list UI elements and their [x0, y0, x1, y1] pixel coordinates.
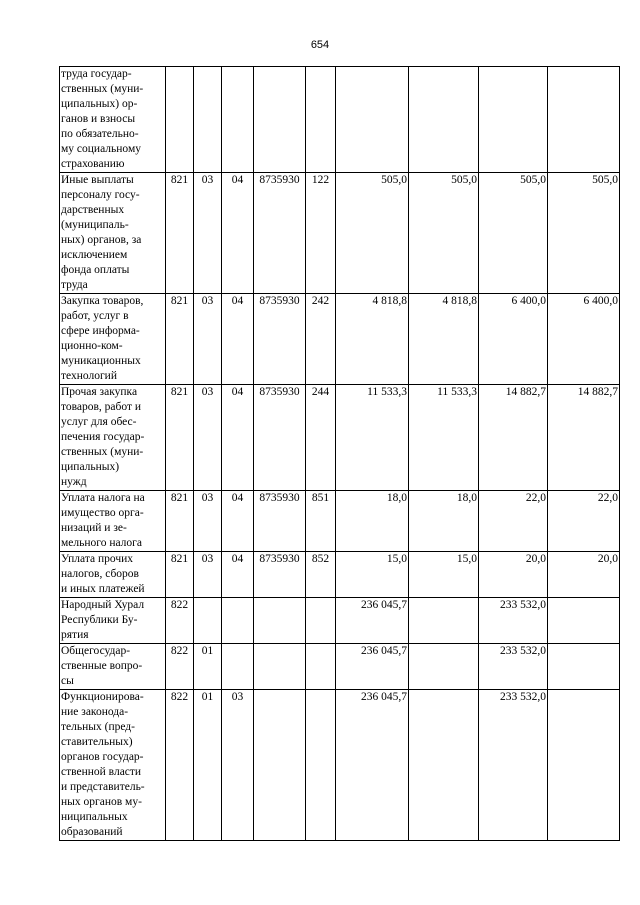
- cell-amount-3: [479, 67, 548, 173]
- cell-amount-3: 233 532,0: [479, 598, 548, 644]
- cell-expense-type: [306, 67, 336, 173]
- cell-podrazdel: 04: [222, 491, 254, 552]
- table-row: [60, 644, 620, 690]
- name-line: ственные вопро-: [61, 660, 143, 672]
- cell-expense-type: 122: [306, 173, 336, 294]
- name-line: и иных платежей: [61, 583, 145, 595]
- name-line: технологий: [61, 370, 117, 382]
- cell-amount-3: 20,0: [479, 552, 548, 598]
- cell-podrazdel: 04: [222, 385, 254, 491]
- name-line: (муниципаль-: [61, 219, 129, 231]
- name-line: печения государ-: [61, 431, 145, 443]
- name-line: Закупка товаров,: [61, 295, 144, 307]
- cell-amount-4: 20,0: [548, 552, 620, 598]
- name-line: ципальных): [61, 461, 120, 473]
- name-line: по обязательно-: [61, 128, 139, 140]
- table-row: [60, 491, 620, 552]
- cell-target-article: [254, 67, 306, 173]
- cell-expense-type: [306, 644, 336, 690]
- cell-amount-2: 505,0: [409, 173, 479, 294]
- cell-expense-type: 242: [306, 294, 336, 385]
- cell-name: [60, 294, 166, 385]
- cell-amount-3: 22,0: [479, 491, 548, 552]
- name-line: и представитель-: [61, 781, 145, 793]
- table-body: [60, 67, 620, 841]
- name-line: ственных (муни-: [61, 446, 144, 458]
- cell-name: [60, 690, 166, 841]
- cell-podrazdel: 04: [222, 173, 254, 294]
- cell-amount-2: [409, 598, 479, 644]
- name-line: Иные выплаты: [61, 174, 134, 186]
- name-line: товаров, работ и: [61, 401, 142, 413]
- cell-ved: 821: [166, 552, 194, 598]
- cell-razdel: [194, 67, 222, 173]
- name-line: персоналу госу-: [61, 189, 140, 201]
- budget-table: [59, 66, 620, 841]
- name-line: му социальному: [61, 143, 141, 155]
- name-line: ганов и взносы: [61, 113, 136, 125]
- cell-razdel: 03: [194, 173, 222, 294]
- name-line: ционно-ком-: [61, 340, 123, 352]
- cell-amount-4: [548, 598, 620, 644]
- cell-expense-type: 852: [306, 552, 336, 598]
- cell-amount-4: 505,0: [548, 173, 620, 294]
- cell-amount-4: [548, 690, 620, 841]
- cell-razdel: 03: [194, 294, 222, 385]
- cell-expense-type: 851: [306, 491, 336, 552]
- cell-amount-1: 505,0: [336, 173, 409, 294]
- cell-podrazdel: 04: [222, 552, 254, 598]
- name-line: образований: [61, 826, 123, 838]
- name-line: имущество орга-: [61, 507, 144, 519]
- cell-amount-3: 505,0: [479, 173, 548, 294]
- cell-name: [60, 598, 166, 644]
- cell-amount-1: 236 045,7: [336, 690, 409, 841]
- cell-target-article: 8735930: [254, 385, 306, 491]
- name-line: услуг для обес-: [61, 416, 137, 428]
- cell-amount-4: [548, 67, 620, 173]
- cell-name: [60, 644, 166, 690]
- name-line: фонда оплаты: [61, 264, 130, 276]
- name-line: низаций и зе-: [61, 522, 127, 534]
- cell-amount-2: [409, 67, 479, 173]
- name-line: Уплата налога на: [61, 492, 145, 504]
- cell-target-article: [254, 644, 306, 690]
- name-line: ниципальных: [61, 811, 128, 823]
- cell-podrazdel: 04: [222, 294, 254, 385]
- cell-ved: 822: [166, 690, 194, 841]
- name-line: ние законода-: [61, 706, 129, 718]
- name-line: страхованию: [61, 158, 125, 170]
- cell-amount-2: 4 818,8: [409, 294, 479, 385]
- cell-target-article: 8735930: [254, 491, 306, 552]
- cell-amount-4: [548, 644, 620, 690]
- name-line: дарственных: [61, 204, 125, 216]
- cell-amount-1: 236 045,7: [336, 598, 409, 644]
- name-line: Общегосудар-: [61, 645, 131, 657]
- name-line: работ, услуг в: [61, 310, 129, 322]
- name-line: налогов, сборов: [61, 568, 139, 580]
- cell-amount-2: 18,0: [409, 491, 479, 552]
- cell-amount-1: 236 045,7: [336, 644, 409, 690]
- cell-name: [60, 552, 166, 598]
- name-line: ставительных): [61, 736, 133, 748]
- cell-ved: 821: [166, 173, 194, 294]
- name-line: органов государ-: [61, 751, 144, 763]
- cell-name: [60, 491, 166, 552]
- cell-amount-1: [336, 67, 409, 173]
- name-line: ственных (муни-: [61, 83, 144, 95]
- cell-name: [60, 67, 166, 173]
- cell-razdel: 03: [194, 552, 222, 598]
- table-row: [60, 690, 620, 841]
- cell-target-article: [254, 690, 306, 841]
- cell-razdel: 01: [194, 644, 222, 690]
- cell-amount-3: 6 400,0: [479, 294, 548, 385]
- cell-name: [60, 173, 166, 294]
- cell-ved: [166, 67, 194, 173]
- name-line: Прочая закупка: [61, 386, 138, 398]
- cell-target-article: 8735930: [254, 552, 306, 598]
- cell-podrazdel: [222, 598, 254, 644]
- cell-amount-4: 14 882,7: [548, 385, 620, 491]
- cell-target-article: 8735930: [254, 173, 306, 294]
- cell-razdel: 03: [194, 385, 222, 491]
- cell-podrazdel: [222, 644, 254, 690]
- cell-amount-3: 233 532,0: [479, 690, 548, 841]
- table-row: [60, 67, 620, 173]
- cell-amount-1: 4 818,8: [336, 294, 409, 385]
- cell-amount-1: 11 533,3: [336, 385, 409, 491]
- cell-podrazdel: [222, 67, 254, 173]
- cell-amount-2: [409, 690, 479, 841]
- table-row: [60, 598, 620, 644]
- cell-amount-2: 11 533,3: [409, 385, 479, 491]
- cell-amount-4: 22,0: [548, 491, 620, 552]
- name-line: рятия: [61, 629, 89, 641]
- cell-ved: 821: [166, 294, 194, 385]
- cell-amount-2: 15,0: [409, 552, 479, 598]
- cell-ved: 821: [166, 491, 194, 552]
- cell-name: [60, 385, 166, 491]
- name-line: ных органов му-: [61, 796, 142, 808]
- name-line: Народный Хурал: [61, 599, 145, 611]
- name-line: ципальных) ор-: [61, 98, 138, 110]
- table-row: [60, 173, 620, 294]
- cell-ved: 822: [166, 598, 194, 644]
- name-line: нужд: [61, 476, 87, 488]
- table-row: [60, 294, 620, 385]
- name-line: Республики Бу-: [61, 614, 138, 626]
- table-row: [60, 552, 620, 598]
- name-line: труда: [61, 279, 88, 291]
- cell-razdel: [194, 598, 222, 644]
- page-number: 654: [310, 39, 330, 51]
- cell-expense-type: [306, 598, 336, 644]
- name-line: труда государ-: [61, 68, 132, 80]
- name-line: тельных (пред-: [61, 721, 135, 733]
- cell-ved: 821: [166, 385, 194, 491]
- name-line: сы: [61, 675, 74, 687]
- name-line: муникационных: [61, 355, 141, 367]
- name-line: Уплата прочих: [61, 553, 134, 565]
- name-line: мельного налога: [61, 537, 142, 549]
- cell-amount-2: [409, 644, 479, 690]
- cell-amount-1: 18,0: [336, 491, 409, 552]
- name-line: ных) органов, за: [61, 234, 142, 246]
- cell-expense-type: [306, 690, 336, 841]
- cell-amount-1: 15,0: [336, 552, 409, 598]
- cell-amount-4: 6 400,0: [548, 294, 620, 385]
- cell-razdel: 03: [194, 491, 222, 552]
- cell-podrazdel: 03: [222, 690, 254, 841]
- name-line: сфере информа-: [61, 325, 140, 337]
- cell-amount-3: 233 532,0: [479, 644, 548, 690]
- cell-amount-3: 14 882,7: [479, 385, 548, 491]
- name-line: Функционирова-: [61, 691, 144, 703]
- table-row: [60, 385, 620, 491]
- cell-target-article: 8735930: [254, 294, 306, 385]
- cell-expense-type: 244: [306, 385, 336, 491]
- name-line: исключением: [61, 249, 128, 261]
- name-line: ственной власти: [61, 766, 142, 778]
- cell-razdel: 01: [194, 690, 222, 841]
- cell-target-article: [254, 598, 306, 644]
- cell-ved: 822: [166, 644, 194, 690]
